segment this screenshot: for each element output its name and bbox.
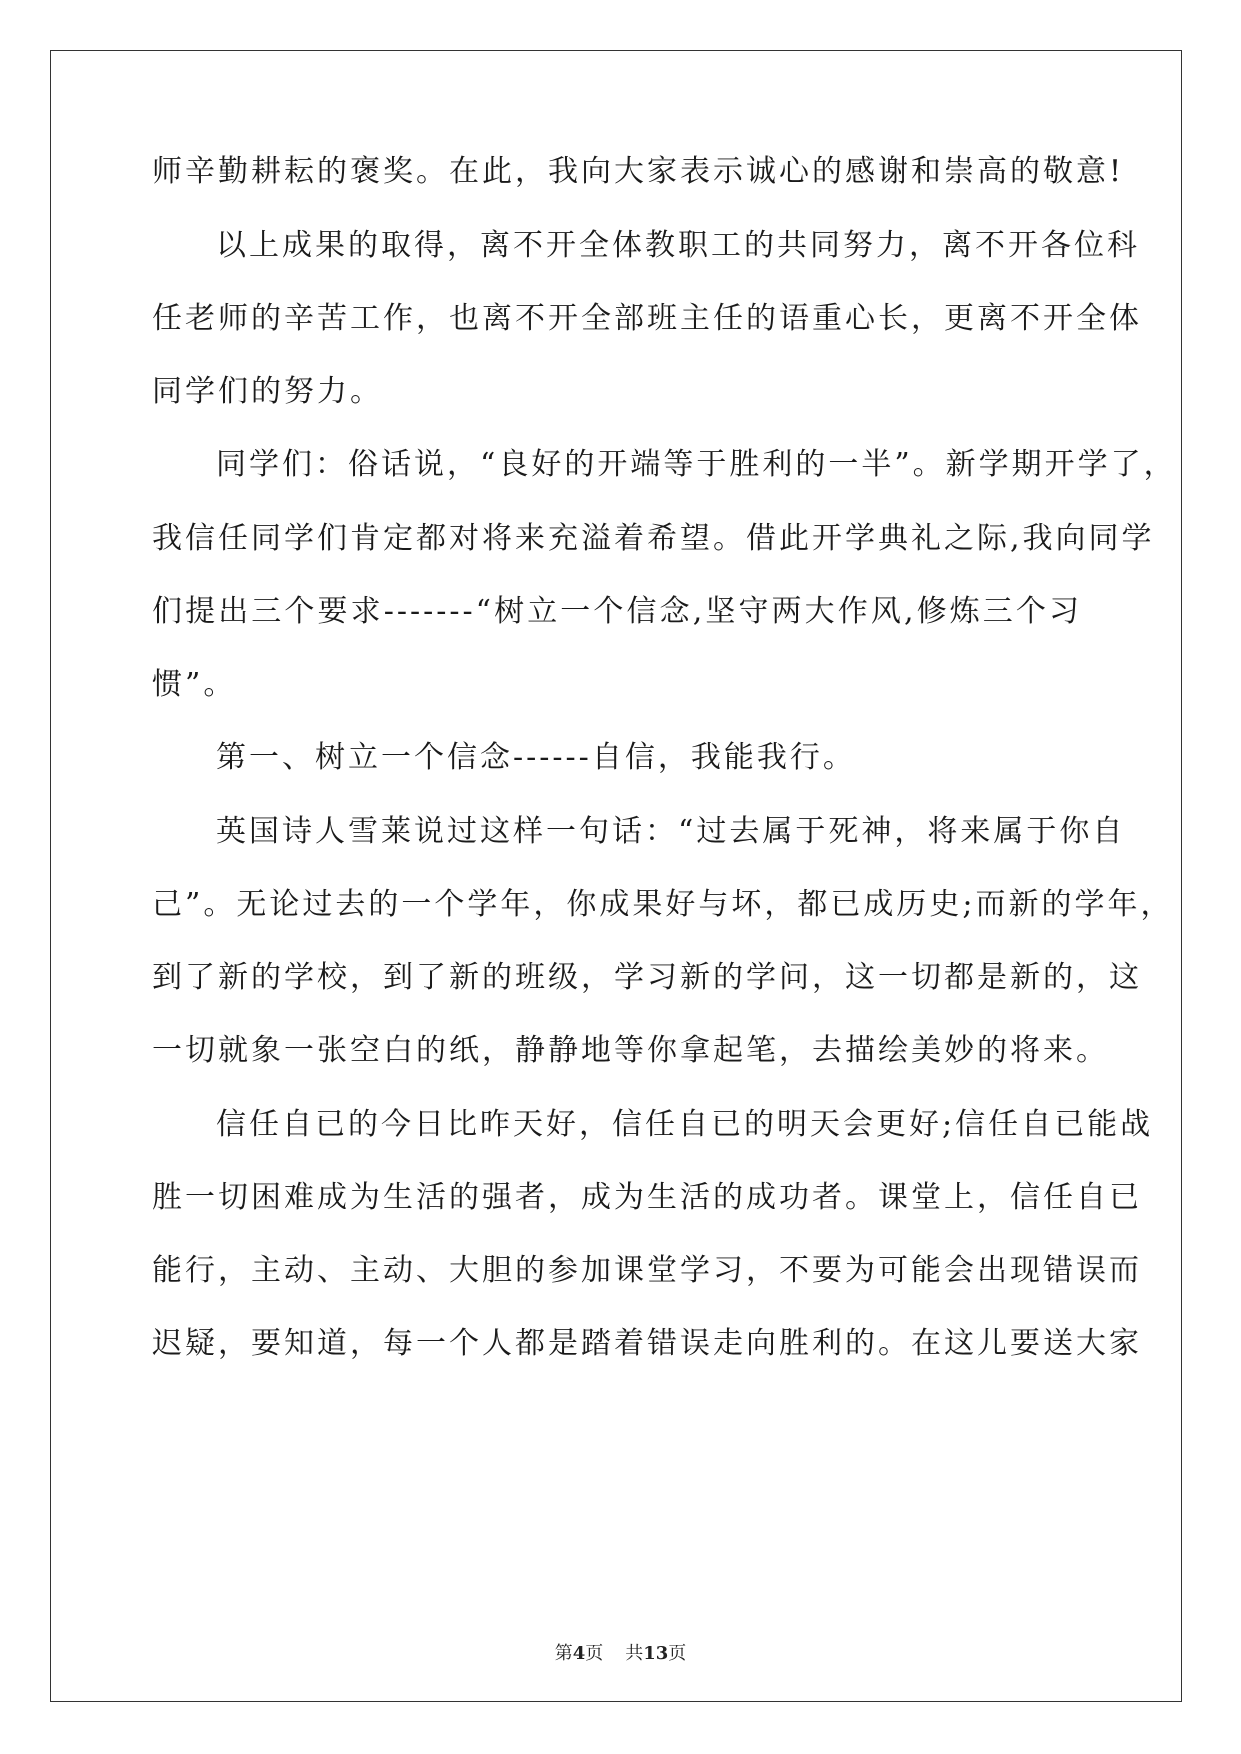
paragraph-start: 同学们：俗话说，“良好的开端等于胜利的一半”。新学期开学了， (216, 447, 1177, 482)
total-pages: 13 (643, 1643, 669, 1664)
paragraph-start: 以上成果的取得，离不开全体教职工的共同努力，离不开各位科 (216, 228, 1140, 263)
total-suffix: 页 (668, 1643, 687, 1664)
text-line: 胜一切困难成为生活的强者，成为生活的成功者。课堂上，信任自已 (152, 1180, 1142, 1215)
page-footer (0, 1642, 1241, 1666)
text-line: 师辛勤耕耘的褒奖。在此，我向大家表示诚心的感谢和崇高的敬意! (152, 154, 1125, 189)
text-line: 我信任同学们肯定都对将来充溢着希望。借此开学典礼之际,我向同学 (152, 521, 1155, 556)
text-line: 一切就象一张空白的纸，静静地等你拿起笔，去描绘美妙的将来。 (152, 1033, 1109, 1068)
text-line: 到了新的学校，到了新的班级，学习新的学问，这一切都是新的，这 (152, 960, 1142, 995)
page-prefix: 第 (554, 1643, 573, 1664)
text-line: 同学们的努力。 (152, 374, 383, 409)
total-prefix: 共 (625, 1643, 644, 1664)
text-line: 任老师的辛苦工作，也离不开全部班主任的语重心长，更离不开全体 (152, 301, 1142, 336)
text-line: 能行，主动、主动、大胆的参加课堂学习，不要为可能会出现错误而 (152, 1253, 1142, 1288)
paragraph-start: 英国诗人雪莱说过这样一句话：“过去属于死神，将来属于你自 (216, 814, 1126, 849)
page-suffix: 页 (585, 1643, 604, 1664)
text-line: 们提出三个要求-------“树立一个信念,坚守两大作风,修炼三个习 (152, 594, 1082, 629)
text-line: 己”。无论过去的一个学年，你成果好与坏，都已成历史;而新的学年， (152, 887, 1174, 922)
text-line: 惯”。 (152, 667, 237, 702)
section-heading: 第一、树立一个信念------自信，我能我行。 (216, 740, 856, 775)
paragraph-start: 信任自已的今日比昨天好，信任自已的明天会更好;信任自已能战 (216, 1107, 1154, 1142)
text-line: 迟疑，要知道，每一个人都是踏着错误走向胜利的。在这儿要送大家 (152, 1326, 1142, 1361)
page-number: 4 (572, 1643, 586, 1664)
